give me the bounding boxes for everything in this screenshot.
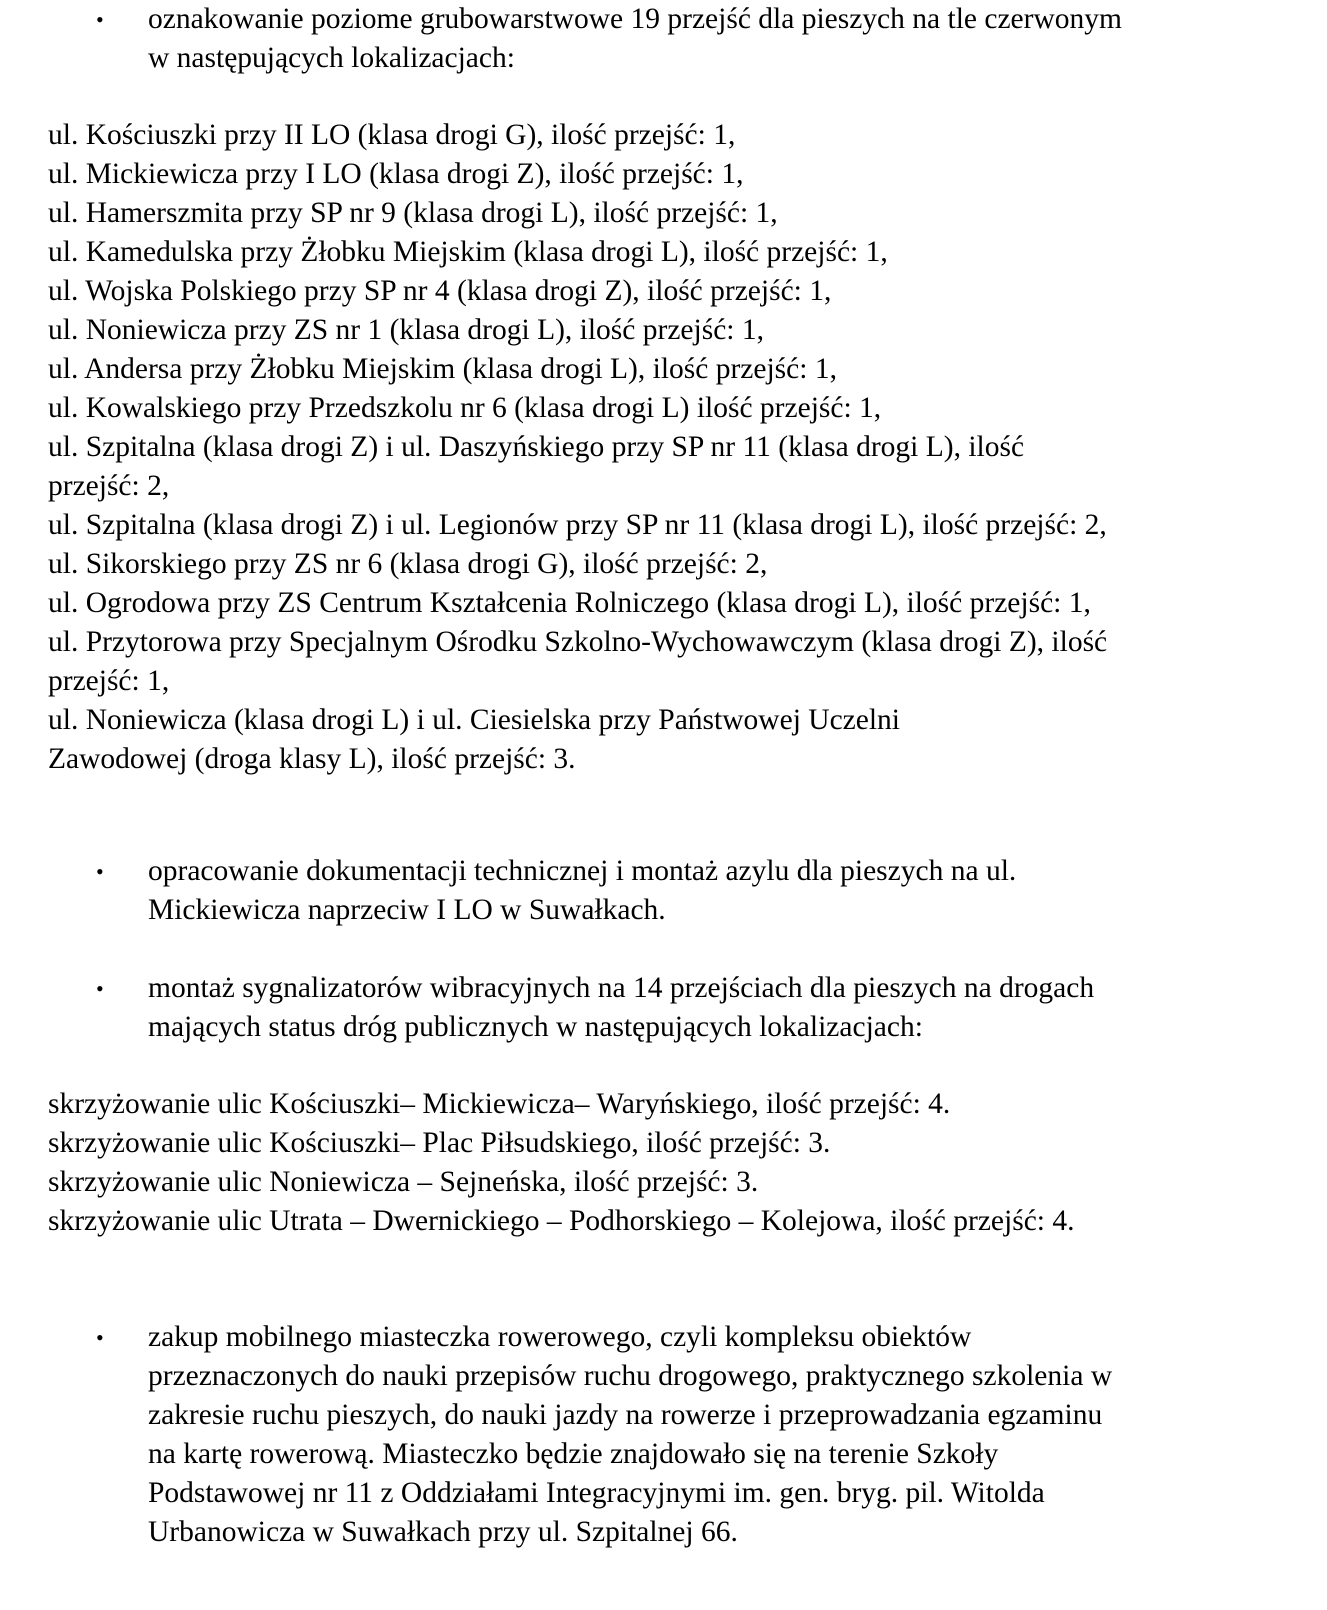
- list-item: skrzyżowanie ulic Utrata – Dwernickiego – Podhorskiego – Kolejowa, ilość przejść: 4.: [48, 1205, 1075, 1237]
- text-line: oznakowanie poziome grubowarstwowe 19 przejść dla pieszych na tle czerwonym: [148, 3, 1122, 35]
- text-line: opracowanie dokumentacji technicznej i montaż azylu dla pieszych na ul.: [148, 855, 1017, 887]
- text-line: Urbanowicza w Suwałkach przy ul. Szpitalnej 66.: [148, 1516, 738, 1548]
- bullet-text: [148, 969, 1288, 1047]
- list-item: Zawodowej (droga klasy L), ilość przejść: 3.: [48, 743, 576, 775]
- list-item: ul. Sikorskiego przy ZS nr 6 (klasa drogi G), ilość przejść: 2,: [48, 548, 768, 580]
- text-line: Mickiewicza naprzeciw I LO w Suwałkach.: [148, 894, 666, 926]
- text-line: Podstawowej nr 11 z Oddziałami Integracyjnymi im. gen. bryg. pil. Witolda: [148, 1477, 1045, 1509]
- list-item: ul. Szpitalna (klasa drogi Z) i ul. Daszyńskiego przy SP nr 11 (klasa drogi L), ilość: [48, 431, 1025, 463]
- list-item: ul. Przytorowa przy Specjalnym Ośrodku Szkolno-Wychowawczym (klasa drogi Z), ilość: [48, 626, 1108, 658]
- list-item: ul. Kowalskiego przy Przedszkolu nr 6 (klasa drogi L) ilość przejść: 1,: [48, 392, 882, 424]
- list-item: ul. Noniewicza (klasa drogi L) i ul. Ciesielska przy Państwowej Uczelni: [48, 704, 900, 736]
- list-item: skrzyżowanie ulic Kościuszki– Plac Piłsudskiego, ilość przejść: 3.: [48, 1127, 831, 1159]
- list-item: ul. Andersa przy Żłobku Miejskim (klasa drogi L), ilość przejść: 1,: [48, 353, 837, 385]
- list-item: ul. Kamedulska przy Żłobku Miejskim (klasa drogi L), ilość przejść: 1,: [48, 236, 888, 268]
- bullet-text: [148, 852, 1288, 930]
- list-item: skrzyżowanie ulic Noniewicza – Sejneńska, ilość przejść: 3.: [48, 1166, 759, 1198]
- bullet-text: [148, 1318, 1288, 1552]
- text-line: zakresie ruchu pieszych, do nauki jazdy na rowerze i przeprowadzania egzaminu: [148, 1399, 1103, 1431]
- bullet-icon: •: [96, 976, 104, 1001]
- list-item: ul. Mickiewicza przy I LO (klasa drogi Z), ilość przejść: 1,: [48, 158, 744, 190]
- list-item: ul. Wojska Polskiego przy SP nr 4 (klasa drogi Z), ilość przejść: 1,: [48, 275, 832, 307]
- list-item: ul. Noniewicza przy ZS nr 1 (klasa drogi L), ilość przejść: 1,: [48, 314, 764, 346]
- intersections-list: [48, 1085, 1308, 1241]
- list-item: przejść: 1,: [48, 665, 170, 697]
- text-line: montaż sygnalizatorów wibracyjnych na 14 przejściach dla pieszych na drogach: [148, 972, 1095, 1004]
- text-line: na kartę rowerową. Miasteczko będzie znajdowało się na terenie Szkoły: [148, 1438, 999, 1470]
- list-item: skrzyżowanie ulic Kościuszki– Mickiewicza– Waryńskiego, ilość przejść: 4.: [48, 1088, 951, 1120]
- list-item: ul. Szpitalna (klasa drogi Z) i ul. Legionów przy SP nr 11 (klasa drogi L), ilość przejść: 2,: [48, 509, 1107, 541]
- text-line: mających status dróg publicznych w następujących lokalizacjach:: [148, 1011, 923, 1043]
- list-item: ul. Ogrodowa przy ZS Centrum Kształcenia Rolniczego (klasa drogi L), ilość przejść: 1,: [48, 587, 1091, 619]
- bullet-icon: •: [96, 859, 104, 884]
- crossings-list: [48, 116, 1308, 779]
- list-item: ul. Kościuszki przy II LO (klasa drogi G), ilość przejść: 1,: [48, 119, 736, 151]
- bullet-text: [148, 0, 1288, 78]
- bullet-icon: •: [96, 7, 104, 32]
- list-item: przejść: 2,: [48, 470, 170, 502]
- text-line: przeznaczonych do nauki przepisów ruchu drogowego, praktycznego szkolenia w: [148, 1360, 1113, 1392]
- list-item: ul. Hamerszmita przy SP nr 9 (klasa drogi L), ilość przejść: 1,: [48, 197, 778, 229]
- text-line: w następujących lokalizacjach:: [148, 42, 515, 74]
- bullet-icon: •: [96, 1325, 104, 1350]
- text-line: zakup mobilnego miasteczka rowerowego, czyli kompleksu obiektów: [148, 1321, 972, 1353]
